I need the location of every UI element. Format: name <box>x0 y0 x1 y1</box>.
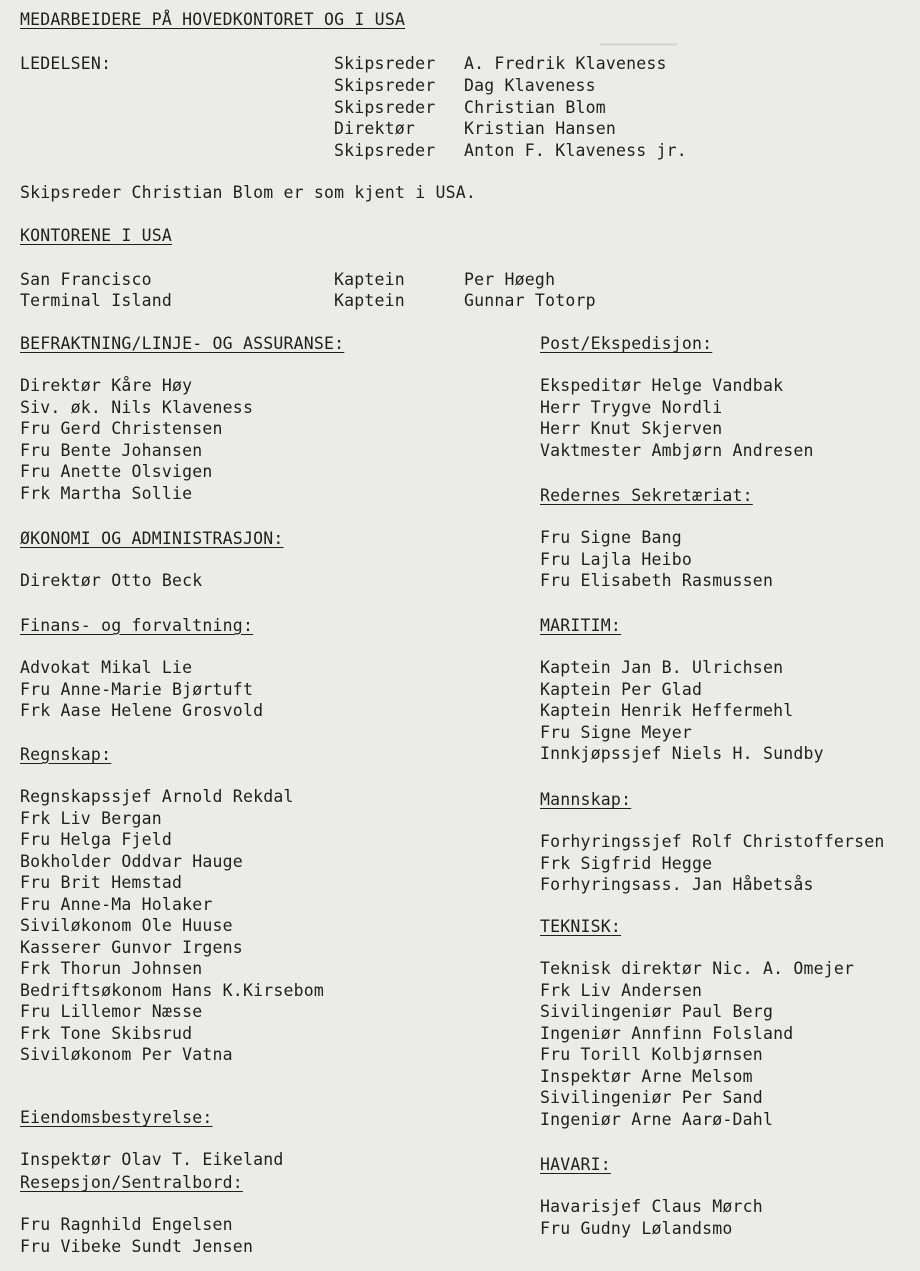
management-row <box>334 76 596 96</box>
usa-office-name: Gunnar Totorp <box>464 291 596 310</box>
staff-member: Fru Gudny Lølandsmo <box>540 1218 733 1238</box>
staff-member: Fru Lajla Heibo <box>540 549 693 569</box>
management-title: Skipsreder <box>334 54 436 73</box>
management-name: Christian Blom <box>464 98 606 117</box>
staff-member: Kaptein Henrik Heffermehl <box>540 701 794 720</box>
ledelsen-note: Skipsreder Christian Blom er som kjent i USA. <box>20 183 477 202</box>
staff-member: Frk Aase Helene Grosvold <box>20 701 264 720</box>
staff-member: Siviløkonom Per Vatna <box>20 1045 233 1064</box>
department-heading: Regnskap: <box>20 745 112 764</box>
management-title: Skipsreder <box>334 76 436 95</box>
ledelsen-label: LEDELSEN: <box>20 54 112 73</box>
department-section <box>540 486 773 592</box>
staff-member: Fru Ragnhild Engelsen <box>20 1215 233 1234</box>
staff-member: Frk Liv Andersen <box>540 980 703 1000</box>
department-heading: MARITIM: <box>540 616 622 635</box>
management-name: Dag Klaveness <box>464 76 596 95</box>
management-row <box>334 119 616 139</box>
department-section <box>20 1108 283 1171</box>
department-heading: BEFRAKTNING/LINJE- OG ASSURANSE: <box>20 334 345 353</box>
staff-member: Bedriftsøkonom Hans K.Kirsebom <box>20 980 325 1000</box>
department-heading: ØKONOMI OG ADMINISTRASJON: <box>20 529 284 548</box>
department-section <box>20 529 283 592</box>
staff-member: Frk Liv Bergan <box>20 808 162 828</box>
usa-office-place: Terminal Island <box>20 291 173 310</box>
staff-member: Fru Signe Bang <box>540 528 682 547</box>
management-title: Direktør <box>334 119 416 138</box>
staff-member: Fru Gerd Christensen <box>20 419 223 438</box>
management-name: A. Fredrik Klaveness <box>464 54 667 73</box>
department-section <box>20 745 324 1066</box>
usa-office-title: Kaptein <box>334 270 405 289</box>
staff-member: Fru Vibeke Sundt Jensen <box>20 1236 254 1256</box>
department-heading: TEKNISK: <box>540 917 622 936</box>
staff-member: Fru Brit Hemstad <box>20 873 183 892</box>
department-heading: Post/Ekspedisjon: <box>540 334 713 353</box>
staff-member: Fru Torill Kolbjørnsen <box>540 1045 763 1064</box>
staff-member: Fru Helga Fjeld <box>20 830 173 849</box>
staff-member: Forhyringssjef Rolf Christoffersen <box>540 832 885 851</box>
staff-member: Siviløkonom Ole Huuse <box>20 916 233 935</box>
staff-member: Advokat Mikal Lie <box>20 658 193 677</box>
staff-member: Kaptein Per Glad <box>540 679 703 699</box>
department-section <box>20 334 344 504</box>
staff-member: Fru Anette Olsvigen <box>20 462 213 481</box>
staff-member: Fru Elisabeth Rasmussen <box>540 571 774 590</box>
management-name: Kristian Hansen <box>464 119 617 138</box>
staff-member: Havarisjef Claus Mørch <box>540 1197 763 1216</box>
usa-office-name: Per Høegh <box>464 270 556 289</box>
management-row <box>334 98 606 118</box>
department-section <box>540 334 814 461</box>
staff-member: Fru Bente Johansen <box>20 440 203 460</box>
staff-member: Fru Anne-Marie Bjørtuft <box>20 679 254 699</box>
staff-member: Frk Thorun Johnsen <box>20 959 203 978</box>
staff-member: Herr Knut Skjerven <box>540 419 723 438</box>
staff-member: Fru Lillemor Næsse <box>20 1002 203 1021</box>
staff-member: Vaktmester Ambjørn Andresen <box>540 440 814 460</box>
staff-member: Inspektør Olav T. Eikeland <box>20 1150 284 1169</box>
staff-member: Herr Trygve Nordli <box>540 397 723 417</box>
department-heading: Redernes Sekretæriat: <box>540 486 753 505</box>
staff-member: Ingeniør Arne Aarø-Dahl <box>540 1109 774 1129</box>
management-name: Anton F. Klaveness jr. <box>464 141 687 160</box>
staff-member: Innkjøpssjef Niels H. Sundby <box>540 744 824 763</box>
staff-member: Regnskapssjef Arnold Rekdal <box>20 787 294 806</box>
department-heading: Mannskap: <box>540 790 632 809</box>
department-section <box>540 790 885 896</box>
department-section <box>540 1155 763 1239</box>
staff-member: Frk Martha Sollie <box>20 483 193 503</box>
department-heading: Resepsjon/Sentralbord: <box>20 1173 243 1192</box>
staff-member: Teknisk direktør Nic. A. Omejer <box>540 959 855 978</box>
page-title: MEDARBEIDERE PÅ HOVEDKONTORET OG I USA <box>20 10 406 29</box>
staff-member: Ekspeditør Helge Vandbak <box>540 376 784 395</box>
staff-member: Fru Signe Meyer <box>540 722 693 742</box>
management-title: Skipsreder <box>334 98 436 117</box>
staff-member: Bokholder Oddvar Hauge <box>20 851 243 871</box>
staff-member: Kasserer Gunvor Irgens <box>20 937 243 957</box>
department-heading: Finans- og forvaltning: <box>20 616 254 635</box>
department-section <box>20 1173 253 1257</box>
staff-member: Direktør Kåre Høy <box>20 376 193 395</box>
staff-member: Inspektør Arne Melsom <box>540 1066 753 1086</box>
staff-member: Frk Tone Skibsrud <box>20 1023 193 1043</box>
staff-member: Direktør Otto Beck <box>20 571 203 590</box>
staff-member: Ingeniør Annfinn Folsland <box>540 1023 794 1043</box>
department-section <box>540 616 824 765</box>
department-section <box>20 616 263 722</box>
usa-heading: KONTORENE I USA <box>20 226 173 245</box>
staff-member: Fru Anne-Ma Holaker <box>20 894 213 914</box>
department-heading: Eiendomsbestyrelse: <box>20 1108 213 1127</box>
management-row <box>334 54 667 74</box>
department-heading: HAVARI: <box>540 1155 611 1174</box>
usa-office-title: Kaptein <box>334 291 405 310</box>
staff-member: Forhyringsass. Jan Håbetsås <box>540 875 814 894</box>
usa-office-place: San Francisco <box>20 270 152 289</box>
management-row <box>334 141 687 161</box>
staff-member: Siv. øk. Nils Klaveness <box>20 397 254 417</box>
staff-member: Sivilingeniør Per Sand <box>540 1088 763 1107</box>
management-title: Skipsreder <box>334 141 436 160</box>
staff-member: Sivilingeniør Paul Berg <box>540 1002 774 1021</box>
staff-member: Kaptein Jan B. Ulrichsen <box>540 658 784 677</box>
staff-member: Frk Sigfrid Hegge <box>540 853 713 873</box>
department-section <box>540 917 854 1130</box>
